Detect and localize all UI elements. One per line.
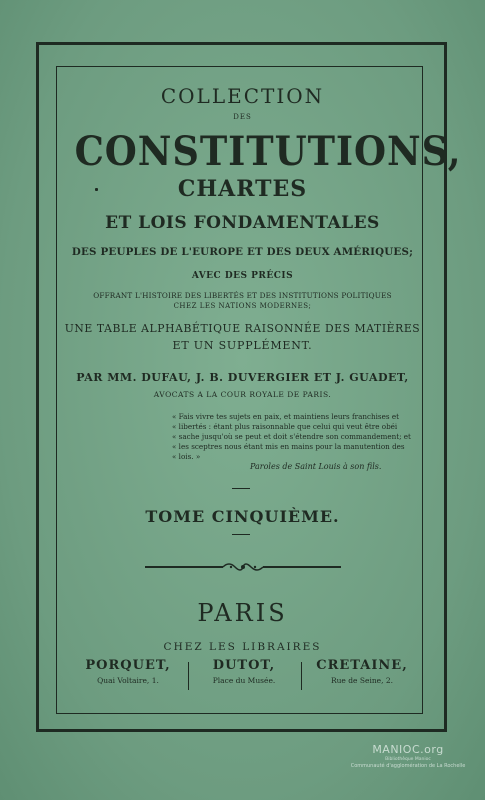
manioc-watermark bbox=[338, 743, 478, 769]
publisher-cretaine bbox=[306, 658, 418, 685]
title-des: DES bbox=[233, 113, 252, 121]
watermark-logo: MANIOC.org bbox=[372, 743, 444, 756]
quote-attribution: Paroles de Saint Louis à son fils. bbox=[250, 462, 382, 471]
authors-line: PAR MM. DUFAU, J. B. DUVERGIER ET J. GUADET, bbox=[76, 371, 409, 384]
publisher-dutot bbox=[192, 658, 296, 685]
quote-line: « lois. » bbox=[172, 452, 201, 461]
watermark-line: Bibliothèque Manioc bbox=[385, 757, 431, 762]
publisher-porquet bbox=[72, 658, 184, 685]
divider-dash bbox=[232, 534, 250, 535]
subtitle-chez-nations: CHEZ LES NATIONS MODERNES; bbox=[173, 302, 312, 310]
city-paris: PARIS bbox=[197, 599, 288, 627]
quote-line: « sache jusqu'où se peut et doit s'étendre son commandement; et bbox=[172, 432, 411, 441]
quote-line: « libertés : étant plus raisonnable que celui qui veut être obéi bbox=[172, 422, 398, 431]
publisher-separator bbox=[188, 662, 189, 690]
subtitle-offrant: OFFRANT L'HISTOIRE DES LIBERTÉS ET DES INSTITUTIONS POLITIQUES bbox=[93, 291, 392, 300]
publisher-name: PORQUET, bbox=[85, 658, 171, 673]
title-constitutions: CONSTITUTIONS, bbox=[74, 128, 462, 175]
title-chartes: CHARTES bbox=[177, 176, 308, 202]
ornamental-rule bbox=[145, 560, 341, 574]
publisher-address: Quai Voltaire, 1. bbox=[97, 676, 159, 685]
subtitle-supplement: ET UN SUPPLÉMENT. bbox=[172, 339, 313, 352]
divider-dash bbox=[232, 488, 250, 489]
publisher-separator bbox=[301, 662, 302, 690]
title-collection: COLLECTION bbox=[160, 84, 325, 108]
epigraph-quote bbox=[172, 412, 418, 462]
publisher-name: CRETAINE, bbox=[316, 658, 408, 673]
authors-title: AVOCATS A LA COUR ROYALE DE PARIS. bbox=[153, 390, 332, 399]
publisher-name: DUTOT, bbox=[212, 658, 276, 673]
subtitle-table: UNE TABLE ALPHABÉTIQUE RAISONNÉE DES MATIÈRES bbox=[64, 322, 421, 335]
subtitle-avec-precis: AVEC DES PRÉCIS bbox=[191, 271, 294, 281]
quote-line: « Fais vivre tes sujets en paix, et maintiens leurs franchises et bbox=[172, 412, 399, 421]
volume-label: TOME CINQUIÈME. bbox=[145, 507, 340, 526]
title-lois-fondamentales: ET LOIS FONDAMENTALES bbox=[105, 213, 380, 233]
publishers-heading: CHEZ LES LIBRAIRES bbox=[163, 641, 322, 653]
quote-line: « les sceptres nous étant mis en mains pour la manutention des bbox=[172, 442, 405, 451]
publisher-address: Place du Musée. bbox=[212, 676, 276, 685]
subtitle-peuples: DES PEUPLES DE L'EUROPE ET DES DEUX AMÉRIQUES; bbox=[71, 246, 414, 258]
publisher-address: Rue de Seine, 2. bbox=[330, 676, 394, 685]
watermark-line: Communauté d'agglomération de La Rochelle bbox=[350, 763, 466, 769]
